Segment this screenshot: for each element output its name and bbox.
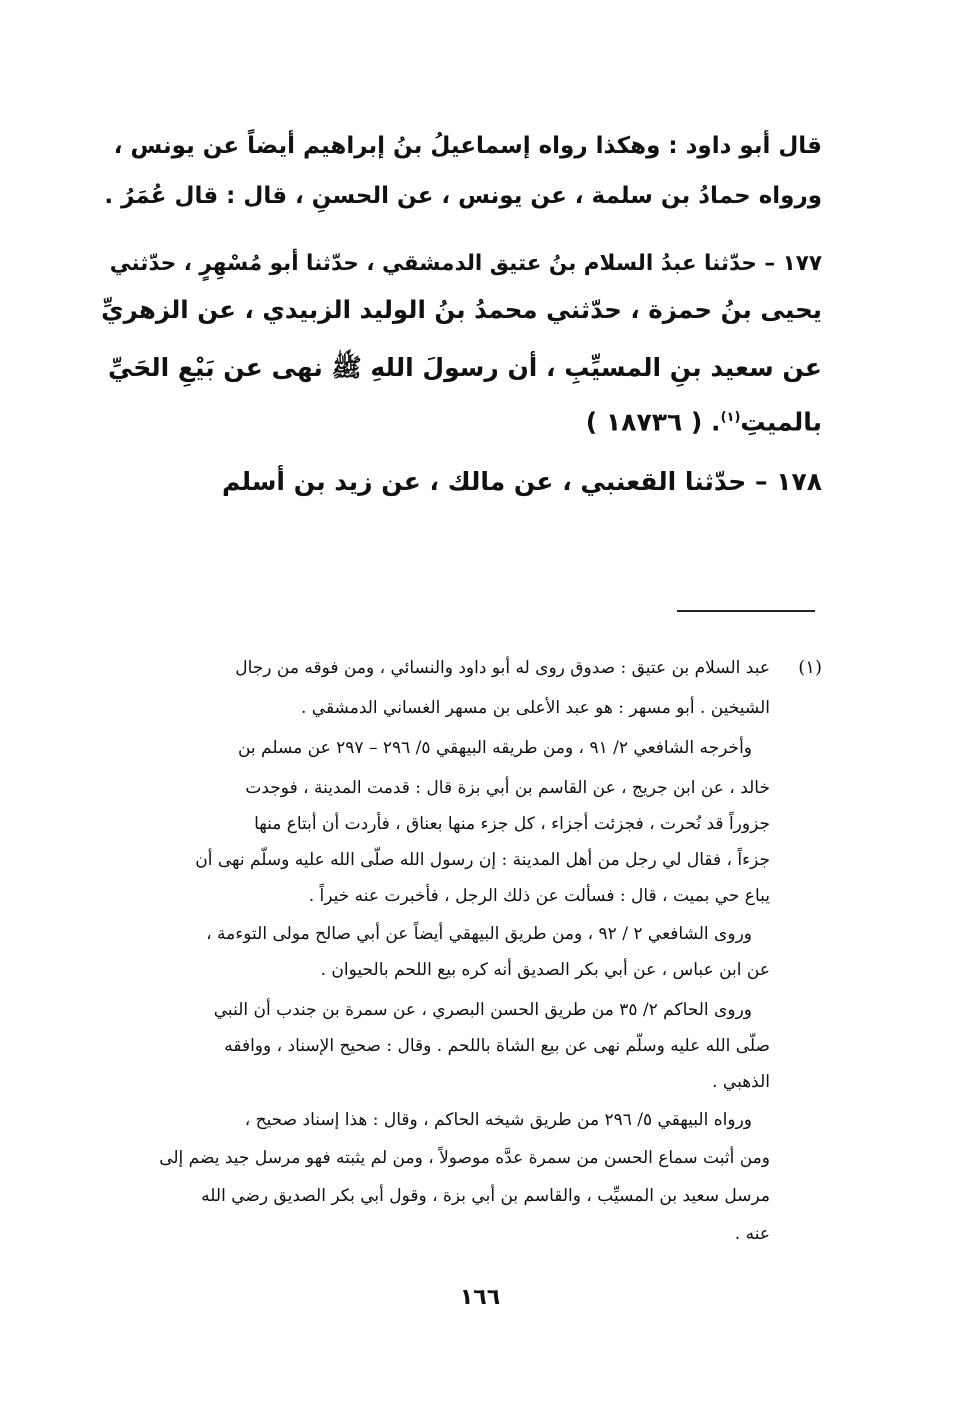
footnote-ref: (١) (720, 410, 741, 425)
tuhfa-number: . ( ١٨٧٣٦ ) (585, 407, 721, 437)
footnote-line: ورواه البيهقي ٥/ ٢٩٦ من طريق شيخه الحاكم ، وقال : هذا إسناد صحيح ، (244, 1110, 752, 1130)
footnote-number: (١) (798, 657, 822, 678)
footnote-line: ومن أثبت سماع الحسن من سمرة عدَّه موصولاً ، ومن لم يثبته فهو مرسل جيد يضم إلى (159, 1148, 770, 1168)
footnote-line: وأخرجه الشافعي ٢/ ٩١ ، ومن طريقه البيهقي ٥/ ٢٩٦ – ٢٩٧ عن مسلم بن (237, 738, 752, 758)
footnote-line: وروى الشافعي ٢ / ٩٢ ، ومن طريق البيهقي أيضاً عن أبي صالح مولى التوءمة ، (206, 924, 752, 944)
footnote-line: صلّى الله عليه وسلّم نهى عن بيع الشاة باللحم . وقال : صحيح الإسناد ، ووافقه (224, 1036, 770, 1056)
hadith-177-matn-line: عن سعيد بنِ المسيِّبِ ، أن رسولَ اللهِ ﷺ نهى عن بَيْعِ الحَيِّ (107, 353, 822, 382)
footnote-line: خالد ، عن ابن جريج ، عن القاسم بن أبي بزة قال : قدمت المدينة ، فوجدت (245, 778, 770, 798)
text-line: قال أبو داود : وهكذا رواه إسماعيلُ بنُ إبراهيم أيضاً عن يونس ، (113, 133, 822, 159)
hadith-177-line: يحيى بنُ حمزة ، حدّثني محمدُ بنُ الوليد الزبيدي ، عن الزهريِّ (101, 295, 822, 324)
hadith-178-line: ١٧٨ – حدّثنا القعنبي ، عن مالك ، عن زيد بن أسلم (222, 467, 822, 496)
footnote-line: جزوراً قد نُحرت ، فجزئت أجزاء ، كل جزء منها بعناق ، فأردت أن أبتاع منها (254, 814, 770, 834)
footnote-line: عن ابن عباس ، عن أبي بكر الصديق أنه كره بيع اللحم بالحيوان . (320, 960, 770, 980)
footnote-line: مرسل سعيد بن المسيِّب ، والقاسم بن أبي بزة ، وقول أبي بكر الصديق رضي الله (201, 1186, 770, 1206)
footnote-line: عبد السلام بن عتيق : صدوق روى له أبو داود والنسائي ، ومن فوقه من رجال (235, 658, 770, 678)
footnote-line: جزءاً ، فقال لي رجل من أهل المدينة : إن رسول الله صلّى الله عليه وسلّم نهى أن (195, 850, 770, 870)
page-number: ١٦٦ (459, 1285, 501, 1310)
matn-text: بالميتِ (740, 407, 822, 437)
footnote-line: عنه . (734, 1224, 770, 1244)
text-line: ورواه حمادُ بن سلمة ، عن يونس ، عن الحسنِ ، قال : قال عُمَرُ . (104, 183, 822, 209)
footnote-divider (677, 610, 815, 612)
footnote-line: وروى الحاكم ٢/ ٣٥ من طريق الحسن البصري ، عن سمرة بن جندب أن النبي (213, 1000, 752, 1020)
hadith-177-matn-end (586, 396, 822, 440)
hadith-177-line: ١٧٧ – حدّثنا عبدُ السلام بنُ عتيق الدمشقي ، حدّثنا أبو مُسْهِرٍ ، حدّثني (109, 251, 822, 276)
footnote-line: الشيخين . أبو مسهر : هو عبد الأعلى بن مسهر الغساني الدمشقي . (300, 698, 770, 718)
footnote-line: يباع حي بميت ، قال : فسألت عن ذلك الرجل ، فأخبرت عنه خيراً . (308, 886, 770, 906)
footnote-line: الذهبي . (712, 1072, 770, 1092)
